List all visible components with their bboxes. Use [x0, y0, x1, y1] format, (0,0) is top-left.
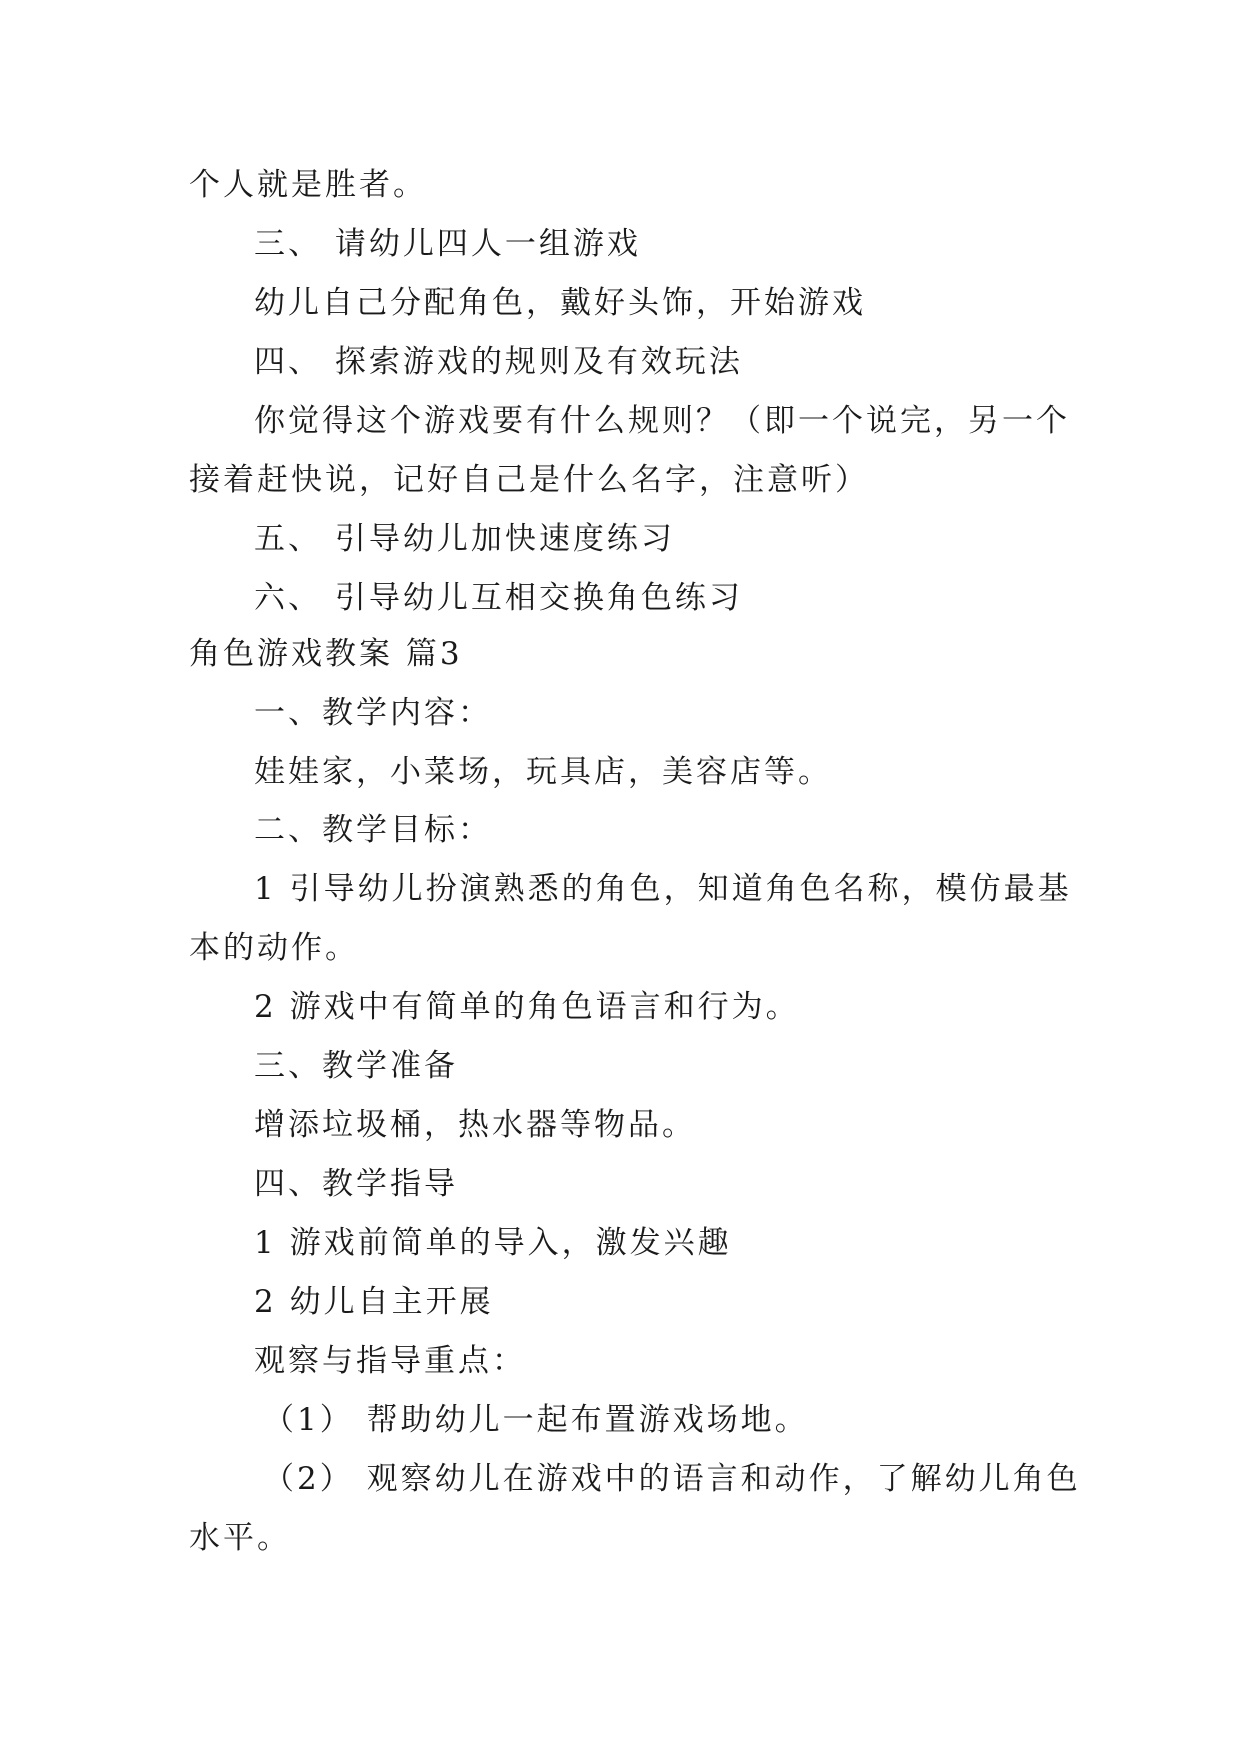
text-line: 个人就是胜者。 [189, 167, 427, 203]
text-line: 2 幼儿自主开展 [254, 1284, 494, 1320]
text-line: 2 游戏中有简单的角色语言和行为。 [254, 989, 800, 1025]
list-item: （2） 观察幼儿在游戏中的语言和动作，了解幼儿角色 [263, 1461, 1081, 1497]
list-item: （1） 帮助幼儿一起布置游戏场地。 [263, 1402, 809, 1438]
text-line: 接着赶快说，记好自己是什么名字，注意听） [189, 462, 869, 498]
text-line: 增添垃圾桶，热水器等物品。 [254, 1107, 696, 1143]
text-line: 你觉得这个游戏要有什么规则？（即一个说完，另一个 [254, 403, 1070, 439]
text-line: 观察与指导重点： [254, 1343, 526, 1379]
text-line: 水平。 [189, 1520, 291, 1556]
text-line: 本的动作。 [189, 930, 359, 966]
section-heading: 六、 引导幼儿互相交换角色练习 [254, 580, 743, 616]
text-line: 娃娃家，小菜场，玩具店，美容店等。 [254, 754, 832, 790]
text-line: 幼儿自己分配角色，戴好头饰，开始游戏 [254, 285, 866, 321]
section-heading: 四、教学指导 [254, 1166, 458, 1202]
section-heading: 三、 请幼儿四人一组游戏 [254, 226, 641, 262]
section-heading: 三、教学准备 [254, 1048, 458, 1084]
section-heading: 四、 探索游戏的规则及有效玩法 [254, 344, 743, 380]
section-heading: 二、教学目标： [254, 812, 492, 848]
text-line: 1 引导幼儿扮演熟悉的角色，知道角色名称，模仿最基 [254, 871, 1072, 907]
section-heading: 一、教学内容： [254, 695, 492, 731]
section-heading: 五、 引导幼儿加快速度练习 [254, 521, 675, 557]
text-line: 1 游戏前简单的导入，激发兴趣 [254, 1225, 732, 1261]
document-title: 角色游戏教案 篇3 [189, 636, 463, 672]
